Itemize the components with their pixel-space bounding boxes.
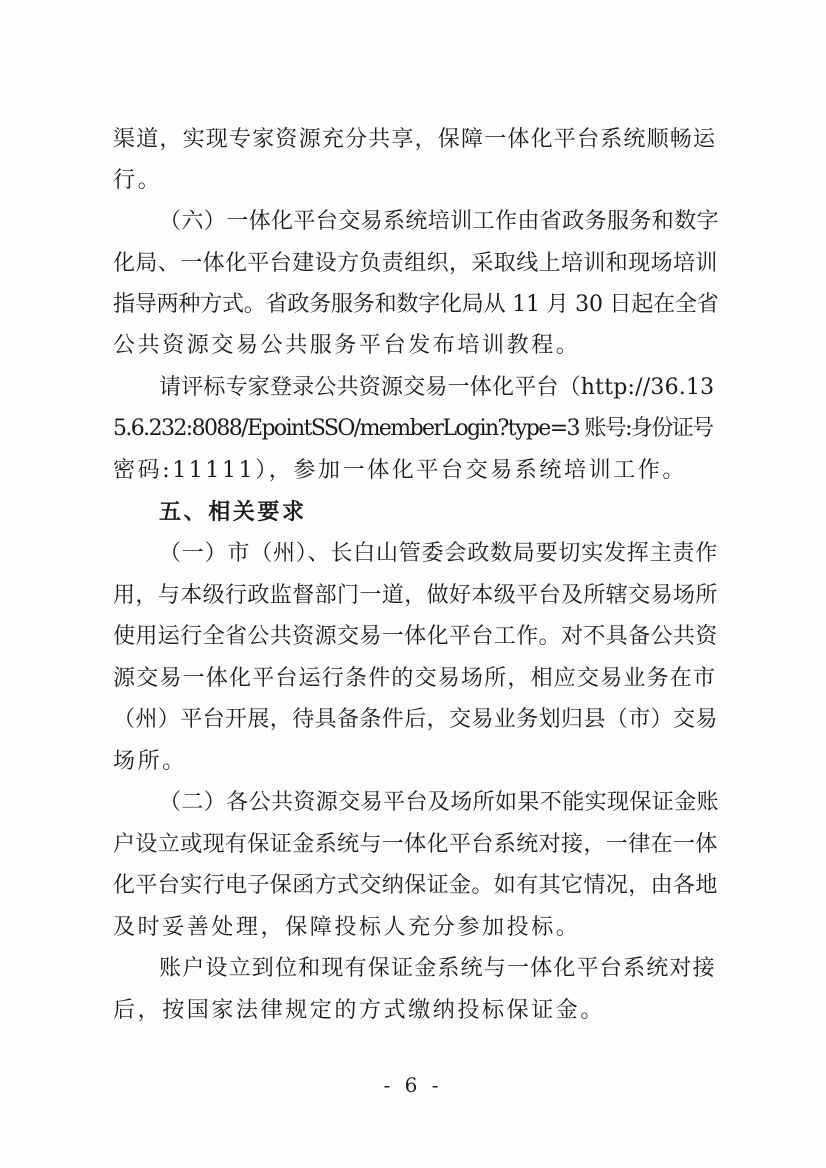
text-line: 使用运行全省公共资源交易一体化平台工作。对不具备公共资 — [113, 624, 718, 649]
text-line: 后，按国家法律规定的方式缴纳投标保证金。 — [113, 998, 606, 1023]
text-line: 户设立或现有保证金系统与一体化平台系统对接，一律在一体 — [113, 832, 718, 857]
paragraph-start-line: 账户设立到位和现有保证金系统与一体化平台系统对接 — [159, 956, 716, 981]
section-heading: 五、相关要求 — [159, 500, 307, 525]
text-line: 公共资源交易公共服务平台发布培训教程。 — [113, 333, 581, 358]
text-line: 化局、一体化平台建设方负责组织，采取线上培训和现场培训 — [113, 251, 718, 276]
page-number: - 6 - — [383, 1073, 443, 1097]
text-line: 行。 — [113, 168, 163, 193]
paragraph-start-line: （六）一体化平台交易系统培训工作由省政务服务和数字 — [159, 209, 720, 234]
paragraph-start-line: （二）各公共资源交易平台及场所如果不能实现保证金账 — [159, 790, 720, 815]
text-line: 化平台实行电子保函方式交纳保证金。如有其它情况，由各地 — [113, 873, 718, 898]
text-line: 渠道，实现专家资源充分共享，保障一体化平台系统顺畅运 — [113, 127, 717, 152]
paragraph-start-line: 请评标专家登录公共资源交易一体化平台（http://36.13 — [159, 375, 715, 400]
text-line: 5.6.232:8088/EpointSSO/memberLogin?type=3 账号:身份证号 — [113, 416, 713, 441]
text-line: 及时妥善处理，保障投标人充分参加投标。 — [113, 915, 581, 940]
text-line: 用，与本级行政监督部门一道，做好本级平台及所辖交易场所 — [113, 583, 718, 608]
text-line: 源交易一体化平台运行条件的交易场所，相应交易业务在市 — [113, 666, 717, 691]
text-line: （州）平台开展，待具备条件后，交易业务划归县（市）交易 — [113, 707, 718, 732]
text-line: 指导两种方式。省政务服务和数字化局从 11 月 30 日起在全省 — [113, 292, 719, 317]
text-line: 密码:11111），参加一体化平台交易系统培训工作。 — [113, 458, 687, 483]
text-line: 场所。 — [113, 749, 187, 774]
paragraph-start-line: （一）市（州）、长白山管委会政数局要切实发挥主责作 — [159, 541, 719, 566]
